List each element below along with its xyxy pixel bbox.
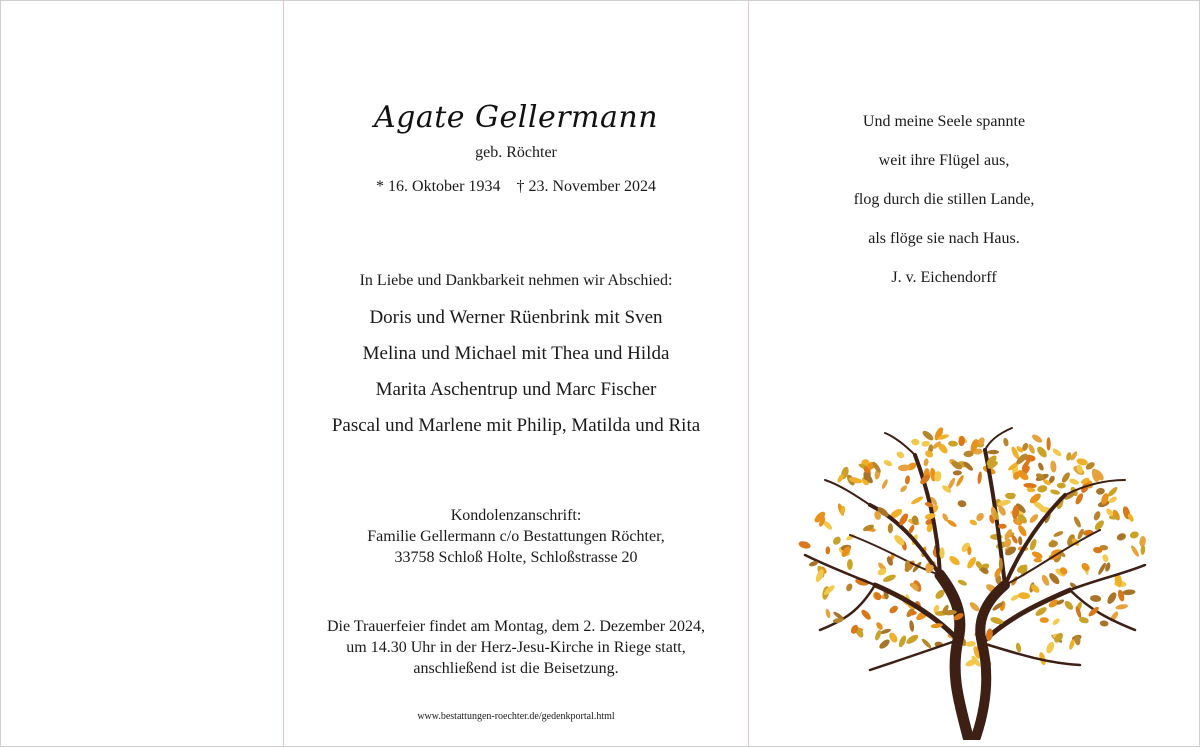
leaf [825,608,832,618]
leaf [860,608,873,621]
leaf [882,573,897,583]
condolence-address [284,505,748,568]
mourner-entry: Pascal und Marlene mit Philip, Matilda und Rita [331,415,701,436]
leaf [895,450,905,459]
service-line: um 14.30 Uhr in der Herz-Jesu-Kirche in Riege statt, [346,639,686,656]
leaf [1090,595,1102,603]
leaf [957,579,968,587]
leaf [905,633,920,646]
deceased-name: Agate Gellermann [373,100,659,135]
leaf [1017,524,1029,538]
leaf [1048,540,1059,549]
leaf [1035,445,1048,459]
death-date: † 23. November 2024 [516,178,656,195]
leaf [798,540,812,550]
leaf [888,523,893,533]
leaf [1037,484,1048,493]
leaf [1050,489,1061,496]
leaf [1045,641,1056,655]
leaf [1107,486,1119,498]
leaf [904,475,910,485]
condolence-line: 33758 Schloß Holte, Schloßstrasse 20 [394,549,638,566]
condolence-line: Familie Gellermann c/o Bestattungen Röchter, [367,528,665,545]
leaf [977,471,983,484]
life-dates [284,178,748,196]
leaf [998,524,1007,529]
poem-line: Und meine Seele spannte [862,113,1026,130]
maiden-name: geb. Röchter [475,144,557,161]
leaf [1002,437,1009,447]
leaf [948,554,962,567]
leaf [1101,553,1109,562]
leaf [899,484,908,493]
condolence-heading: Kondolenzanschrift: [450,507,582,524]
leaf [1040,574,1051,587]
leaf [969,519,978,527]
leaf [883,459,893,468]
leaf [953,470,962,475]
leaf [923,458,929,467]
leaf [1018,536,1023,545]
leaf [1050,460,1057,472]
leaf [878,638,891,650]
leaf [875,621,884,631]
service-line: anschließend ist die Beisetzung. [413,660,619,677]
poem-line: als flöge sie nach Haus. [868,230,1020,247]
leaf [1130,544,1141,557]
leaf [897,635,907,649]
mourner-entry: Marita Aschentrup und Marc Fischer [375,379,657,400]
leaf [987,450,999,455]
leaf [1129,530,1140,539]
leaf [968,601,981,613]
leaf [1031,433,1044,444]
leaf [1018,592,1031,600]
leaf [939,547,944,559]
leaf [1092,510,1101,521]
leaf [1115,603,1128,610]
leaf [1027,443,1036,455]
leaf [825,546,830,554]
leaf [1140,545,1145,555]
leaf [909,620,915,632]
leaf [1072,515,1082,528]
leaf [874,629,883,641]
obituary-panel [284,0,748,747]
birth-date: * 16. Oktober 1934 [376,178,501,195]
leaf [1015,642,1022,653]
leaf [1028,513,1039,525]
leaf [1051,447,1062,457]
leaf [1106,591,1119,606]
mourner-entry: Doris und Werner Rüenbrink mit Sven [369,307,663,328]
autumn-tree-icon [790,425,1160,740]
leaf [1099,620,1108,627]
leaf [1063,599,1075,611]
leaf [910,495,924,506]
farewell-line: In Liebe und Dankbarkeit nehmen wir Abschied: [359,272,673,289]
leaf [1047,437,1051,450]
memorial-website-link[interactable]: www.bestattungen-roechter.de/gedenkportal.html [417,711,615,722]
poem-author: J. v. Eichendorff [891,269,997,286]
leaf [1053,530,1064,538]
service-line: Die Trauerfeier findet am Montag, dem 2. Dezember 2024, [326,618,706,635]
leaf [1068,477,1080,486]
leaf [1052,617,1061,626]
leaf [1040,617,1050,623]
leaf [948,440,958,447]
mourner-entry: Melina und Michael mit Thea und Hilda [362,343,670,364]
leaf [911,438,920,446]
leaf [1057,483,1066,489]
mourners-list [284,306,748,450]
leaf [921,637,933,649]
leaf [1034,558,1042,563]
leaf [975,512,986,523]
poem-line: weit ihre Flügel aus, [878,152,1010,169]
poem [749,111,1139,291]
service-info [284,616,748,679]
leaf [921,429,935,442]
leaf [1096,487,1106,495]
leaf [1122,589,1135,596]
poem-line: flog durch die stillen Lande, [853,191,1035,208]
leaf [831,535,842,546]
leaf [955,474,965,487]
leaf [1060,471,1071,484]
leaf [847,559,853,570]
leaf [1037,462,1045,472]
leaf [845,583,854,593]
leaf [1116,532,1127,542]
leaf [881,478,889,489]
leaf [888,604,899,615]
leaf [957,500,967,508]
